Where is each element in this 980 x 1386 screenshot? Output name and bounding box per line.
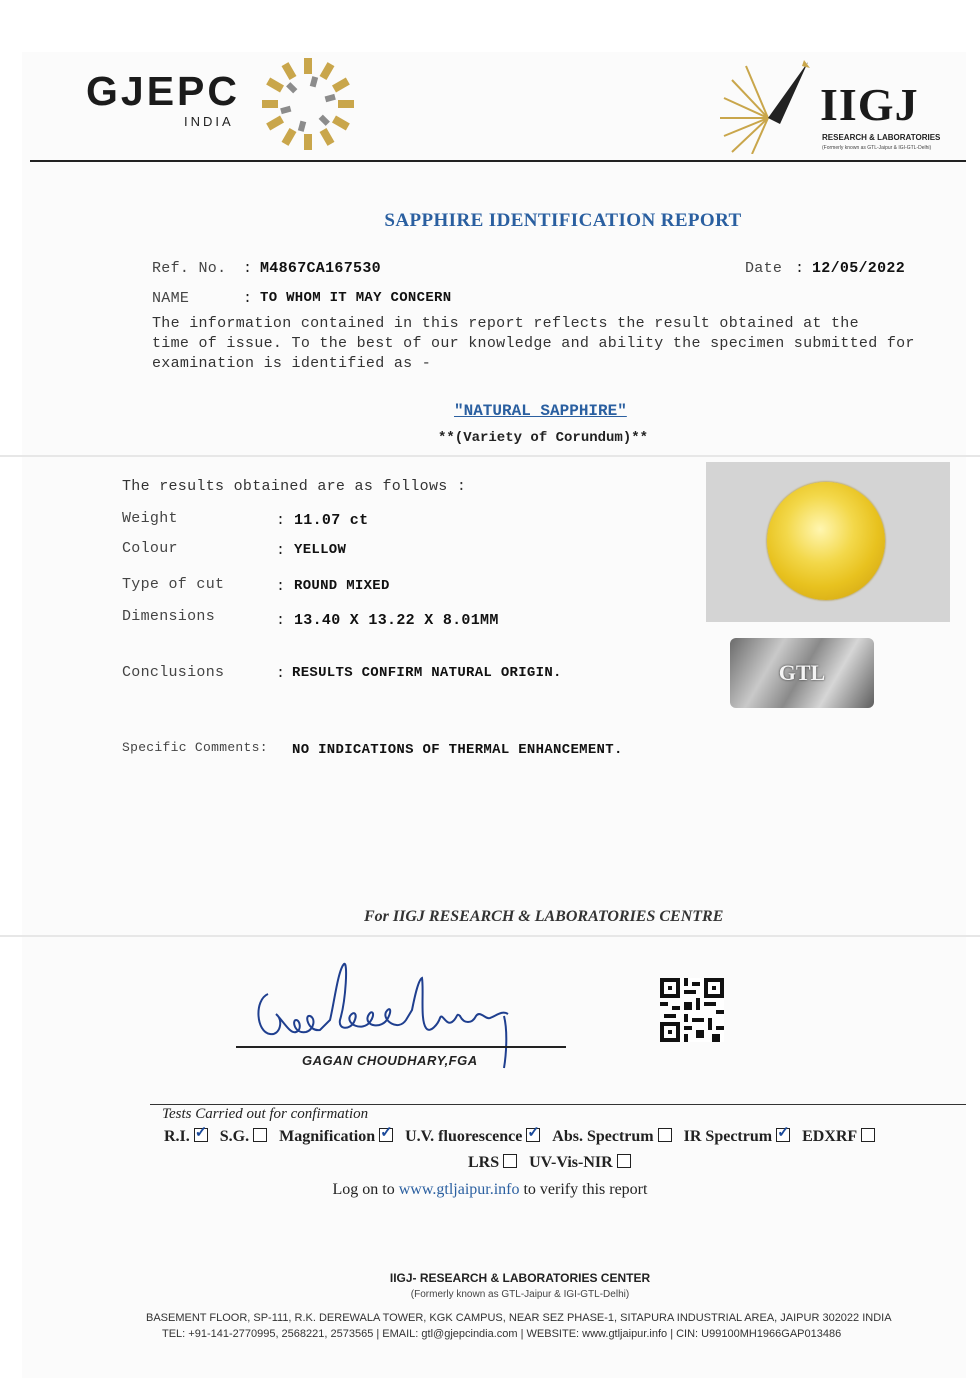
intro-line-1: The information contained in this report reflects the result obtained at the <box>152 315 859 332</box>
test-abs-spectrum-checkbox[interactable] <box>658 1128 672 1142</box>
for-lab-line: For IIGJ RESEARCH & LABORATORIES CENTRE <box>364 908 724 925</box>
test-edxrf: EDXRF <box>802 1128 875 1146</box>
result-value-weight: 11.07 ct <box>294 512 369 529</box>
verify-prefix: Log on to <box>332 1181 395 1198</box>
signer-name: GAGAN CHOUDHARY,FGA <box>302 1053 478 1068</box>
result-label-conclusions: Conclusions <box>122 664 225 681</box>
paper-fold <box>0 935 980 937</box>
result-label-weight: Weight <box>122 510 178 527</box>
tests-row-2 <box>0 1154 980 1172</box>
date-colon: : <box>795 260 805 277</box>
test-magnification-checkbox[interactable] <box>379 1128 393 1142</box>
result-label-colour: Colour <box>122 540 178 557</box>
test-uv-fluorescence-checkbox[interactable] <box>526 1128 540 1142</box>
iigj-logo-subtitle: RESEARCH & LABORATORIES <box>822 133 941 142</box>
ref-label: Ref. No. <box>152 260 227 277</box>
footer-address: BASEMENT FLOOR, SP-111, R.K. DEREWALA TOWER, KGK CAMPUS, NEAR SEZ PHASE-1, SITAPURA INDUSTRIAL AREA, JAIPUR 302022 INDIA <box>146 1312 892 1324</box>
test-sg: S.G. <box>220 1128 267 1146</box>
intro-line-2: time of issue. To the best of our knowledge and ability the specimen submitted for <box>152 335 915 352</box>
test-uv-vis-nir: UV-Vis-NIR <box>529 1154 631 1172</box>
result-colon: : <box>276 542 286 559</box>
signature-line <box>236 1046 566 1048</box>
test-edxrf-checkbox[interactable] <box>861 1128 875 1142</box>
gjepc-logo-subtitle: INDIA <box>184 114 234 129</box>
test-uv-fluorescence: U.V. fluorescence✓ <box>405 1128 540 1146</box>
footer-lab-name: IIGJ- RESEARCH & LABORATORIES CENTER <box>389 1271 651 1285</box>
gjepc-logo-text: GJEPC <box>86 68 240 114</box>
test-abs-spectrum: Abs. Spectrum <box>552 1128 671 1146</box>
verify-link[interactable]: www.gtljaipur.info <box>398 1181 520 1198</box>
result-colon: : <box>276 512 286 529</box>
result-label-comments: Specific Comments: <box>122 740 268 755</box>
verify-suffix: to verify this report <box>523 1181 648 1198</box>
test-sg-checkbox[interactable] <box>253 1128 267 1142</box>
result-label-cut: Type of cut <box>122 576 225 593</box>
result-value-conclusions: RESULTS CONFIRM NATURAL ORIGIN. <box>292 665 562 681</box>
name-colon: : <box>243 290 253 307</box>
result-colon: : <box>276 578 286 595</box>
name-value: TO WHOM IT MAY CONCERN <box>260 290 452 306</box>
date-value: 12/05/2022 <box>812 260 906 277</box>
intro-line-3: examination is identified as - <box>152 355 432 372</box>
iigj-logo-text: IIGJ <box>820 79 919 130</box>
results-intro: The results obtained are as follows : <box>122 478 467 495</box>
iigj-logo-former-name: (Formerly known as GTL-Jaipur & IGI-GTL-Delhi) <box>822 145 932 151</box>
qr-code-icon <box>660 978 724 1042</box>
iigj-starburst-icon <box>718 58 818 154</box>
date-label: Date <box>745 260 783 277</box>
gjepc-sunburst-icon <box>260 56 356 152</box>
verify-line <box>0 1181 980 1199</box>
report-paper <box>22 52 966 1378</box>
result-value-colour: YELLOW <box>294 542 347 558</box>
test-uv-vis-nir-checkbox[interactable] <box>617 1154 631 1168</box>
result-colon: : <box>276 612 286 629</box>
footer-contact: TEL: +91-141-2770995, 2568221, 2573565 | EMAIL: gtl@gjepcindia.com | WEBSITE: www.gtljaipur.info | CIN: U99100MH1966GAP013486 <box>162 1328 842 1340</box>
ref-value: M4867CA167530 <box>260 260 381 277</box>
result-value-comments: NO INDICATIONS OF THERMAL ENHANCEMENT. <box>292 742 623 758</box>
tests-row-1 <box>0 1128 980 1146</box>
test-magnification: Magnification✓ <box>279 1128 393 1146</box>
header-divider <box>30 160 966 162</box>
identification-result: "NATURAL SAPPHIRE" <box>454 402 627 420</box>
gemstone-photo <box>706 462 950 622</box>
test-ir-spectrum: IR Spectrum✓ <box>684 1128 790 1146</box>
footer-former-name: (Formerly known as GTL-Jaipur & IGI-GTL-Delhi) <box>410 1289 630 1300</box>
tests-divider <box>150 1104 966 1105</box>
test-ri: R.I.✓ <box>164 1128 208 1146</box>
test-lrs: LRS <box>468 1154 517 1172</box>
test-ir-spectrum-checkbox[interactable] <box>776 1128 790 1142</box>
test-ri-checkbox[interactable] <box>194 1128 208 1142</box>
result-value-cut: ROUND MIXED <box>294 578 390 594</box>
result-colon: : <box>276 665 286 682</box>
report-title: SAPPHIRE IDENTIFICATION REPORT <box>384 210 742 231</box>
tests-heading: Tests Carried out for confirmation <box>162 1106 369 1122</box>
hologram-sticker <box>730 638 874 708</box>
variety-note: **(Variety of Corundum)** <box>438 430 649 446</box>
name-label: NAME <box>152 290 190 307</box>
test-lrs-checkbox[interactable] <box>503 1154 517 1168</box>
hologram-label: GTL <box>778 660 826 685</box>
ref-colon: : <box>243 260 253 277</box>
result-value-dimensions: 13.40 X 13.22 X 8.01MM <box>294 612 499 629</box>
yellow-sapphire-gem <box>767 482 885 600</box>
result-label-dimensions: Dimensions <box>122 608 216 625</box>
paper-fold <box>0 455 980 457</box>
